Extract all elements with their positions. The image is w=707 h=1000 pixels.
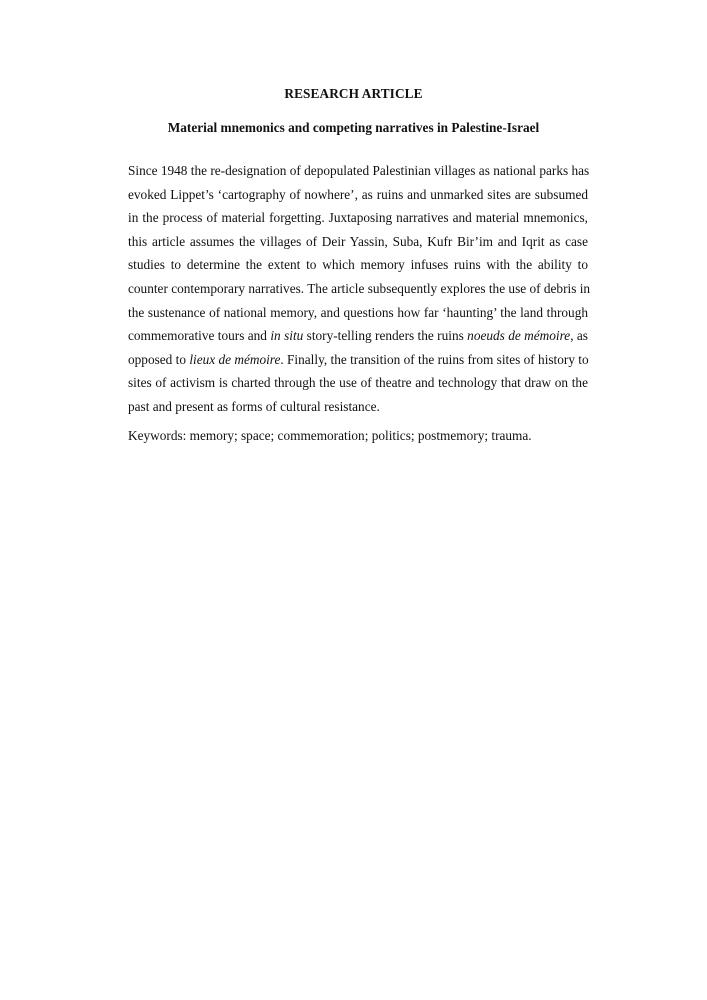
- text-run: Since 1948 the re-designation of depopulated Palestinian villages as national parks has: [128, 163, 590, 178]
- italic-phrase: noeuds de mémoire: [467, 328, 571, 344]
- text-run: counter contemporary narratives. The article subsequently explores the use of debris in: [128, 280, 591, 296]
- abstract-line: [128, 183, 588, 207]
- abstract-line: [128, 159, 588, 183]
- text-run: sites of activism is charted through the use of theatre and technology that draw on the: [128, 375, 588, 391]
- text-run: evoked Lippet’s ‘cartography of nowhere’, as ruins and unmarked sites are subsumed: [128, 186, 588, 202]
- text-run: in the process of material forgetting. Juxtaposing narratives and material mnemonics,: [128, 210, 588, 226]
- text-run: the sustenance of national memory, and questions how far ‘haunting’ the land through: [128, 304, 588, 320]
- abstract-line: [128, 253, 588, 277]
- abstract-line: [128, 324, 588, 348]
- text-run: , as: [570, 328, 588, 344]
- abstract-paragraph: [128, 159, 591, 419]
- text-run: opposed to: [128, 351, 190, 367]
- text-run: . Finally, the transition of the ruins from sites of history to: [280, 351, 589, 367]
- text-run: this article assumes the villages of Deir Yassin, Suba, Kufr Bir’im and Iqrit as case: [128, 233, 588, 249]
- italic-phrase: lieux de mémoire: [189, 351, 281, 367]
- abstract-line: [128, 348, 588, 372]
- abstract-line: [128, 206, 588, 230]
- text-run: past and present as forms of cultural resistance.: [128, 398, 380, 414]
- article-title: Material mnemonics and competing narratives in Palestine-Israel: [167, 120, 540, 135]
- abstract-line: [128, 277, 591, 301]
- abstract-line: [128, 395, 588, 419]
- italic-phrase: in situ: [270, 328, 304, 344]
- abstract-line: [128, 371, 588, 395]
- text-run: commemorative tours and: [128, 328, 271, 344]
- abstract-line: [128, 301, 588, 325]
- abstract-line: [128, 230, 588, 254]
- article-type-label: RESEARCH ARTICLE: [284, 86, 423, 101]
- text-run: studies to determine the extent to which memory infuses ruins with the ability to: [128, 257, 588, 273]
- text-run: story-telling renders the ruins: [303, 328, 468, 344]
- keywords-line: Keywords: memory; space; commemoration; politics; postmemory; trauma.: [128, 428, 532, 443]
